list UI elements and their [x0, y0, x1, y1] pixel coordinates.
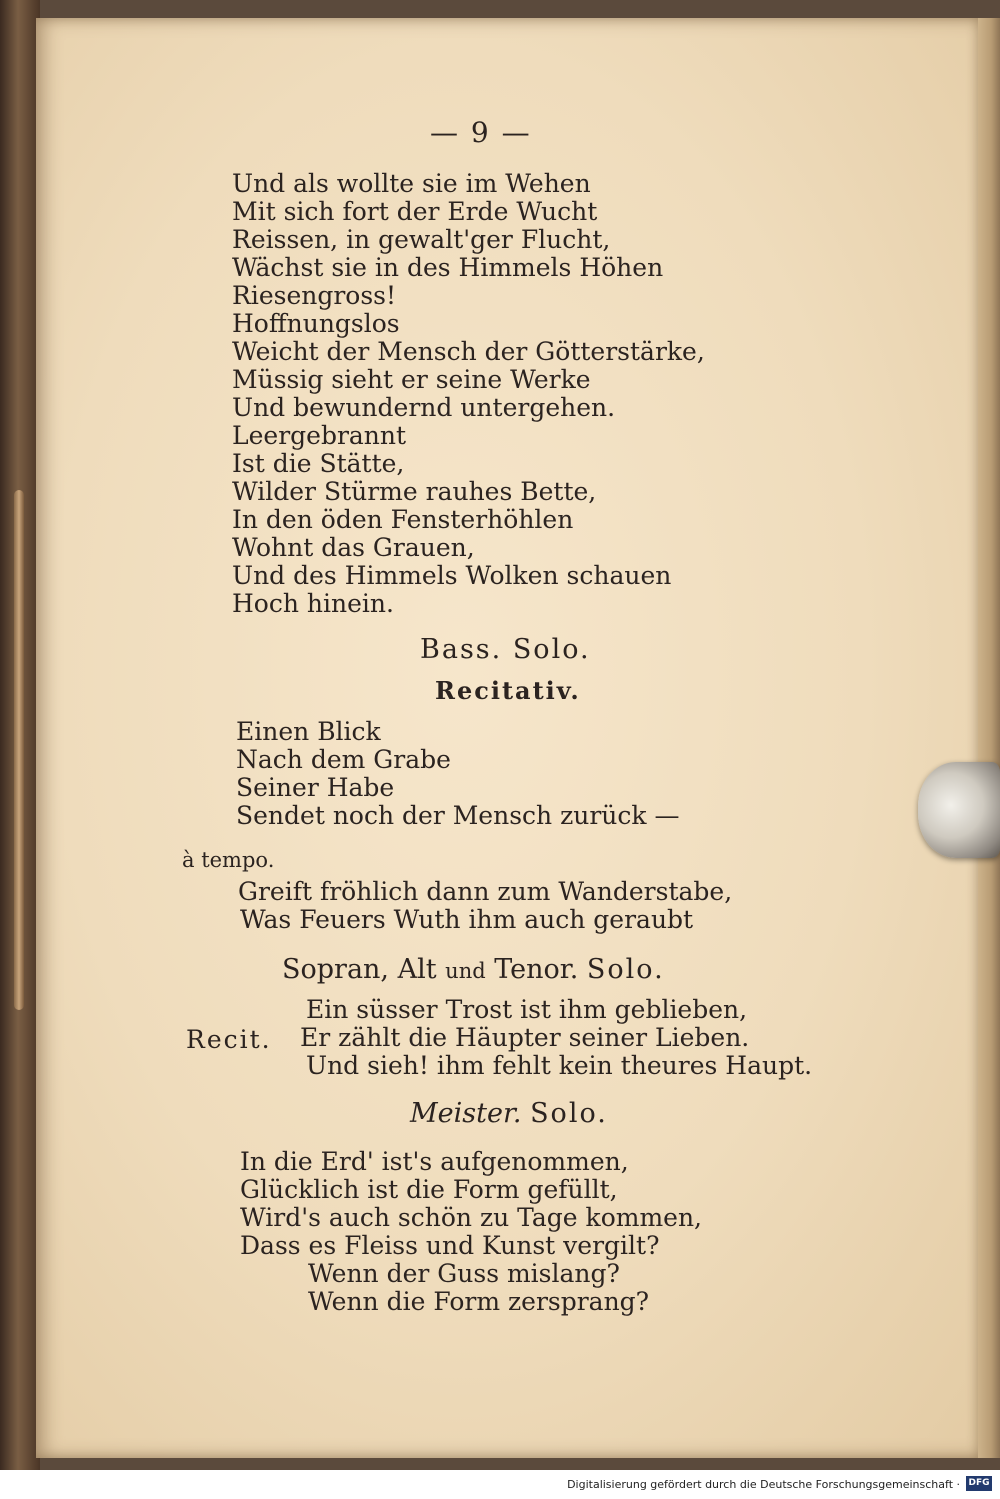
verse-line: Nach dem Grabe [236, 745, 451, 774]
heading-meister-solo [410, 1098, 608, 1129]
verse-line: In den öden Fensterhöhlen [232, 505, 574, 534]
verse-line: Und bewundernd untergehen. [232, 393, 616, 422]
page-edge [978, 18, 1000, 1458]
verse-line: Müssig sieht er seine Werke [232, 365, 591, 394]
page-number: — 9 — [430, 116, 532, 149]
heading-tenor: Tenor. [494, 954, 579, 985]
verse-line: Glücklich ist die Form gefüllt, [240, 1175, 618, 1204]
heading-voices: Sopran, Alt [282, 954, 437, 985]
verse-line: Greift fröhlich dann zum Wanderstabe, [238, 877, 733, 906]
verse-line: Hoffnungslos [232, 309, 400, 338]
heading-meister: Meister. [410, 1098, 522, 1129]
heading-recitativ: Recitativ. [435, 676, 581, 705]
verse-line: Riesengross! [232, 281, 397, 310]
verse-line: Wilder Stürme rauhes Bette, [232, 477, 597, 506]
verse-line-indented: Wenn der Guss mislang? [308, 1259, 620, 1288]
verse-line: Und des Himmels Wolken schauen [232, 561, 672, 590]
verse-line-indented: Wenn die Form zersprang? [308, 1287, 650, 1316]
verse-line: Was Feuers Wuth ihm auch geraubt [240, 905, 694, 934]
verse-line: Reissen, in gewalt'ger Flucht, [232, 225, 611, 254]
heading-solo: Solo. [586, 954, 665, 985]
verse-line: Wohnt das Grauen, [232, 533, 475, 562]
verse-line: Und sieh! ihm fehlt kein theures Haupt. [306, 1051, 813, 1080]
recit-label: Recit. [186, 1025, 272, 1054]
verse-line: Einen Blick [236, 717, 381, 746]
verse-line: Hoch hinein. [232, 589, 394, 618]
binding-thread [14, 490, 24, 1010]
verse-line: In die Erd' ist's aufgenommen, [240, 1147, 629, 1176]
heading-bass-solo: Bass. Solo. [420, 634, 591, 665]
heading-sopran-alt-tenor [282, 954, 665, 985]
tempo-marking: à tempo. [182, 848, 275, 872]
verse-line: Dass es Fleiss und Kunst vergilt? [240, 1231, 660, 1260]
dfg-logo-icon: DFG [966, 1476, 992, 1491]
verse-line: Ein süsser Trost ist ihm geblieben, [306, 995, 748, 1024]
footer-bar [0, 1470, 1000, 1499]
verse-line: Leergebrannt [232, 421, 407, 450]
verse-line: Wird's auch schön zu Tage kommen, [240, 1203, 702, 1232]
page-clip [918, 762, 1000, 858]
footer-credit: Digitalisierung gefördert durch die Deutsche Forschungsgemeinschaft · [567, 1478, 960, 1491]
verse-line: Sendet noch der Mensch zurück — [236, 801, 680, 830]
verse-line: Seiner Habe [236, 773, 395, 802]
verse-line: Weicht der Mensch der Götterstärke, [232, 337, 705, 366]
verse-line: Ist die Stätte, [232, 449, 405, 478]
verse-line: Und als wollte sie im Wehen [232, 169, 591, 198]
heading-solo: Solo. [530, 1098, 608, 1129]
verse-line: Mit sich fort der Erde Wucht [232, 197, 598, 226]
heading-und: und [445, 959, 486, 983]
verse-line: Er zählt die Häupter seiner Lieben. [300, 1023, 750, 1052]
verse-line: Wächst sie in des Himmels Höhen [232, 253, 664, 282]
